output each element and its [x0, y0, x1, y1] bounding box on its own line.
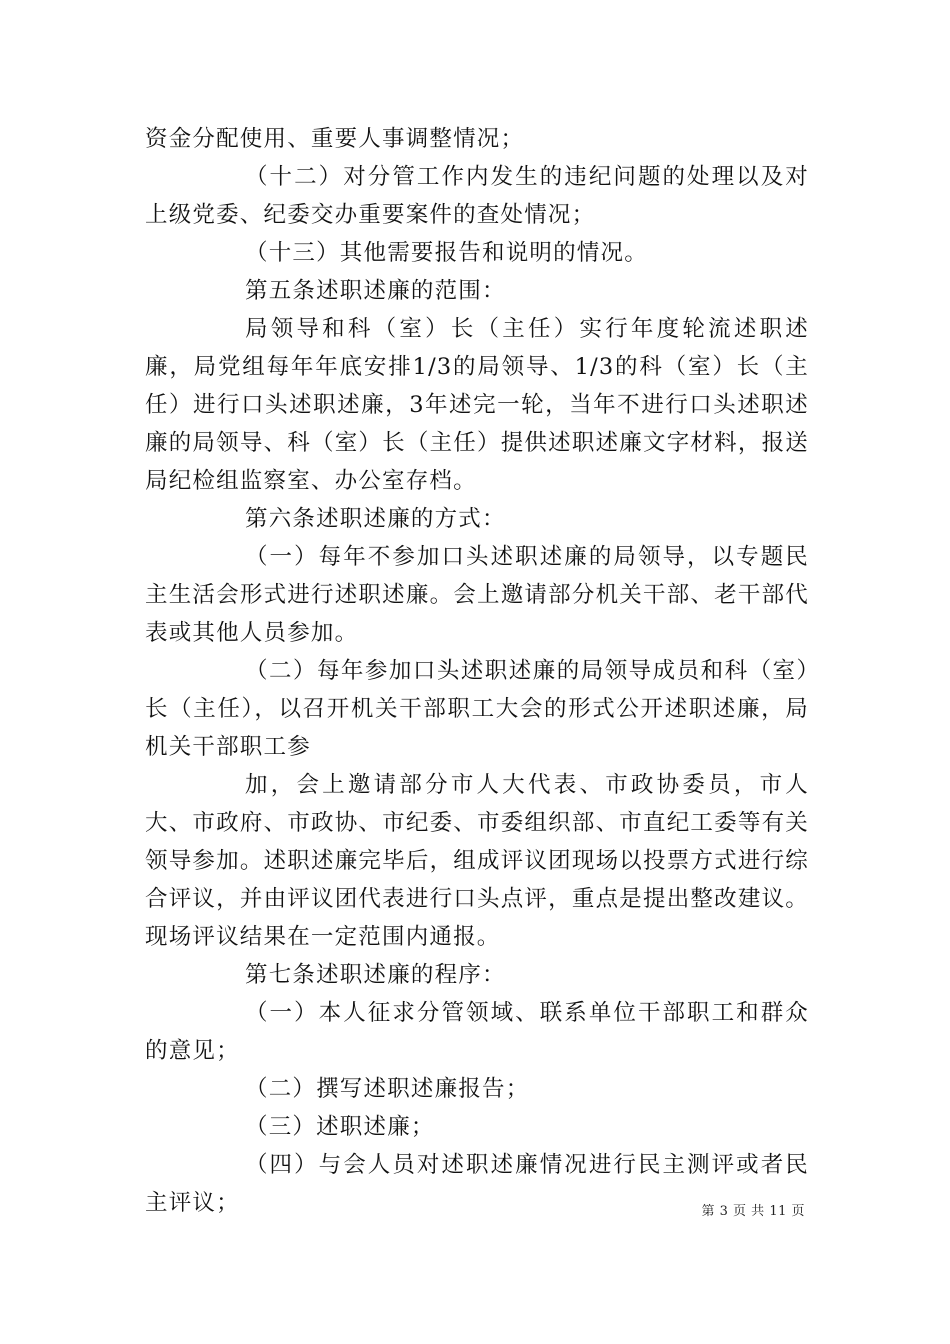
paragraph-article-7-item-4: （四）与会人员对述职述廉情况进行民主测评或者民主评议；	[145, 1152, 809, 1216]
paragraph-item-12: （十二）对分管工作内发生的违纪问题的处理以及对上级党委、纪委交办重要案件的查处情况；	[145, 164, 809, 228]
heading-article-7: 第七条述职述廉的程序：	[245, 962, 506, 988]
page-number: 第 3 页 共 11 页	[701, 1204, 805, 1219]
paragraph-article-6-item-2: （二）每年参加口头述职述廉的局领导成员和科（室）长（主任），以召开机关干部职工大会的形式公开述职述廉，局机关干部职工参	[145, 658, 809, 760]
heading-article-5: 第五条述职述廉的范围：	[245, 278, 506, 304]
heading-article-6: 第六条述职述廉的方式：	[245, 506, 506, 532]
paragraph-article-7-item-2: （二）撰写述职述廉报告；	[245, 1076, 530, 1102]
paragraph-item-13: （十三）其他需要报告和说明的情况。	[245, 240, 648, 266]
paragraph-continuation-funds: 资金分配使用、重要人事调整情况；	[145, 126, 525, 152]
paragraph-article-6-item-1: （一）每年不参加口头述职述廉的局领导，以专题民主生活会形式进行述职述廉。会上邀请部分机关干部、老干部代表或其他人员参加。	[145, 544, 809, 646]
paragraph-article-6-item-2-continued: 加，会上邀请部分市人大代表、市政协委员，市人大、市政府、市政协、市纪委、市委组织部、市直纪工委等有关领导参加。述职述廉完毕后，组成评议团现场以投票方式进行综合评议，并由评议团代表进行口头点评，重点是提出整改建议。现场评议结果在一定范围内通报。	[145, 772, 809, 950]
paragraph-article-7-item-3: （三）述职述廉；	[245, 1114, 435, 1140]
paragraph-article-5-body: 局领导和科（室）长（主任）实行年度轮流述职述廉，局党组每年年底安排1/3的局领导、1/3的科（室）长（主任）进行口头述职述廉，3年述完一轮，当年不进行口头述职述廉的局领导、科（室）长（主任）提供述职述廉文字材料，报送局纪检组监察室、办公室存档。	[145, 316, 809, 494]
paragraph-article-7-item-1: （一）本人征求分管领域、联系单位干部职工和群众的意见；	[145, 1000, 809, 1064]
document-body	[145, 120, 809, 1222]
